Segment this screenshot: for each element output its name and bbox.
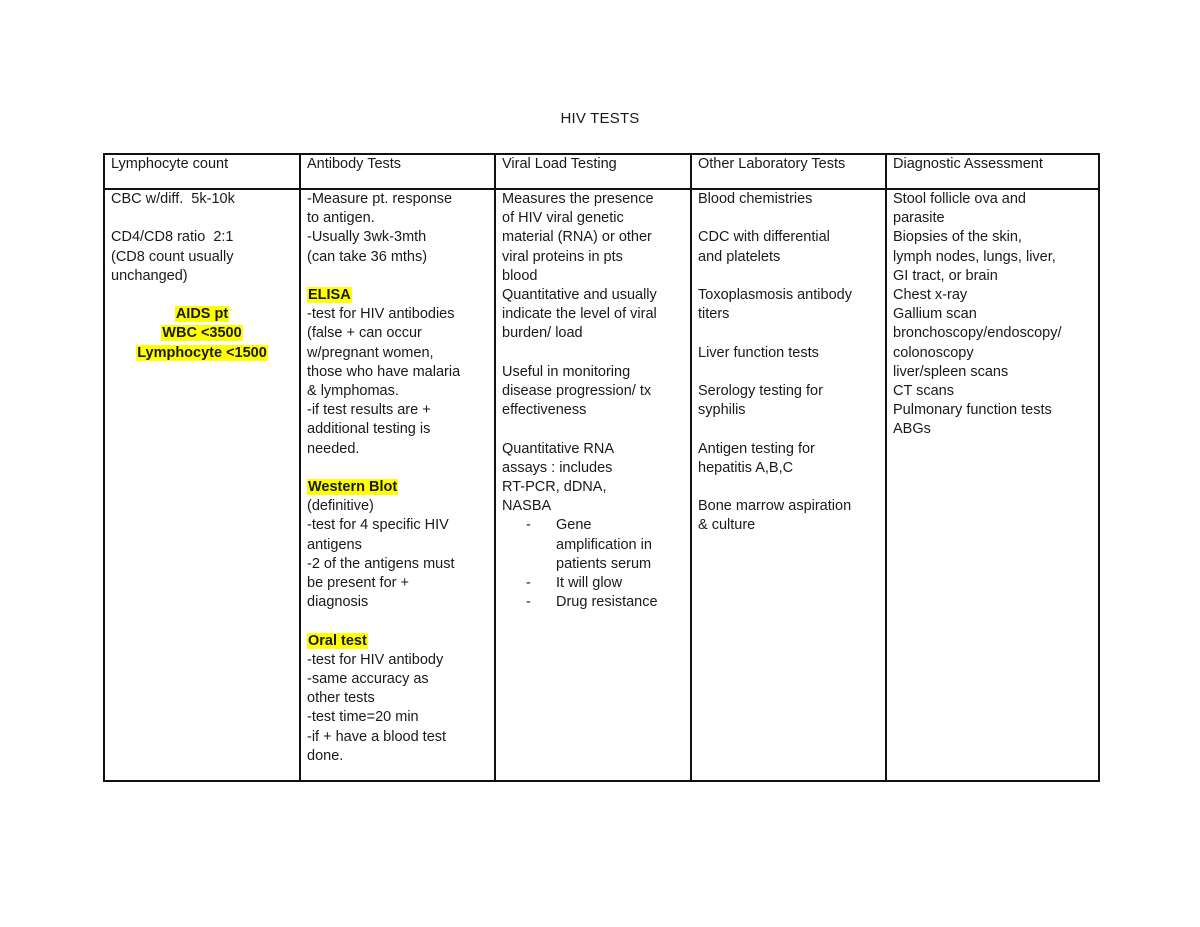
cell-lymphocyte-count bbox=[104, 189, 300, 781]
viral-bullet-item bbox=[526, 516, 684, 574]
viral-bullet-item bbox=[526, 593, 684, 612]
header-diagnostic-assessment: Diagnostic Assessment bbox=[886, 154, 1099, 189]
oral-test-text-line: other tests bbox=[307, 690, 375, 707]
lymphocyte-text-line: CBC w/diff. 5k-10k bbox=[111, 191, 235, 207]
aids-criteria-line bbox=[111, 324, 293, 343]
cell-viral-load-testing bbox=[495, 189, 691, 781]
diagnostic-text-line: Stool follicle ova and bbox=[893, 191, 1026, 207]
elisa-text-line: needed. bbox=[307, 440, 360, 457]
elisa-text-line: those who have malaria bbox=[307, 363, 461, 380]
elisa-text-line: -if test results are + bbox=[307, 402, 431, 419]
lymphocyte-text-line: CD4/CD8 ratio 2:1 bbox=[111, 229, 234, 246]
diagnostic-text-line: Biopsies of the skin, bbox=[893, 229, 1022, 246]
other-lab-test-line: & culture bbox=[698, 517, 756, 534]
viral-bullet-line: patients serum bbox=[556, 555, 652, 572]
other-lab-test-line: syphilis bbox=[698, 402, 746, 419]
diagnostic-text-line: GI tract, or brain bbox=[893, 267, 998, 284]
viral-load-text-line: indicate the level of viral bbox=[502, 306, 657, 323]
elisa-text-line: additional testing is bbox=[307, 421, 431, 438]
viral-load-text-line: burden/ load bbox=[502, 325, 583, 342]
other-lab-test-line bbox=[698, 420, 879, 439]
header-other-laboratory-tests: Other Laboratory Tests bbox=[691, 154, 886, 189]
viral-bullet-item bbox=[526, 574, 684, 593]
viral-load-text-line: Useful in monitoring bbox=[502, 363, 631, 380]
other-lab-test-line: Toxoplasmosis antibody bbox=[698, 286, 852, 303]
oral-test-text-line: -test time=20 min bbox=[307, 709, 419, 726]
diagnostic-text-line: Pulmonary function tests bbox=[893, 402, 1052, 419]
aids-criteria-line bbox=[111, 344, 293, 363]
viral-bullet-line: - It will glow bbox=[556, 575, 623, 592]
elisa-text-line: & lymphomas. bbox=[307, 383, 399, 400]
lymphocyte-text-line: (CD8 count usually bbox=[111, 248, 234, 265]
western-blot-heading: Western Blot bbox=[308, 479, 398, 496]
western-blot-text-line: -2 of the antigens must bbox=[307, 555, 455, 572]
lymphocyte-text-line bbox=[111, 209, 293, 228]
other-lab-test-line bbox=[698, 478, 879, 497]
other-lab-test-line bbox=[698, 209, 879, 228]
antibody-intro-line: -Usually 3wk-3mth bbox=[307, 229, 427, 246]
western-blot-text-line: (definitive) bbox=[307, 498, 374, 515]
antibody-intro-line: to antigen. bbox=[307, 210, 375, 227]
oral-test-text-line: -if + have a blood test bbox=[307, 728, 447, 745]
diagnostic-text-line: liver/spleen scans bbox=[893, 363, 1009, 380]
viral-load-text-line: RT-PCR, dDNA, bbox=[502, 479, 607, 496]
elisa-text-line: -test for HIV antibodies bbox=[307, 306, 455, 323]
viral-load-text-line bbox=[502, 420, 684, 439]
oral-test-text-line: -same accuracy as bbox=[307, 671, 429, 688]
viral-load-text-line: viral proteins in pts bbox=[502, 248, 623, 265]
elisa-text-line: (false + can occur bbox=[307, 325, 422, 342]
western-blot-text-line: antigens bbox=[307, 536, 362, 553]
other-lab-test-line bbox=[698, 267, 879, 286]
other-lab-test-line: and platelets bbox=[698, 248, 781, 265]
viral-bullet-list bbox=[502, 516, 684, 612]
lymphocyte-text-line: unchanged) bbox=[111, 267, 188, 284]
western-blot-text-line: be present for + bbox=[307, 575, 409, 592]
diagnostic-text-line: lymph nodes, lungs, liver, bbox=[893, 248, 1056, 265]
other-lab-test-line: Blood chemistries bbox=[698, 191, 813, 207]
elisa-text-line: w/pregnant women, bbox=[307, 344, 434, 361]
diagnostic-text-line: bronchoscopy/endoscopy/ bbox=[893, 325, 1062, 342]
viral-load-text-line: effectiveness bbox=[502, 402, 587, 419]
western-blot-text-line: diagnosis bbox=[307, 594, 369, 611]
other-lab-test-line: Serology testing for bbox=[698, 382, 823, 399]
diagnostic-text-line: ABGs bbox=[893, 421, 931, 438]
content-row bbox=[104, 189, 1099, 781]
cell-diagnostic-assessment bbox=[886, 189, 1099, 781]
diagnostic-text-line: CT scans bbox=[893, 383, 954, 400]
oral-test-text-line: -test for HIV antibody bbox=[307, 651, 444, 668]
viral-load-text-line: blood bbox=[502, 267, 538, 284]
diagnostic-text-line: colonoscopy bbox=[893, 344, 974, 361]
header-row bbox=[104, 154, 1099, 189]
viral-load-text-line: of HIV viral genetic bbox=[502, 210, 624, 227]
hiv-tests-table bbox=[103, 153, 1100, 782]
cell-antibody-tests bbox=[300, 189, 495, 781]
viral-load-text-line: Quantitative and usually bbox=[502, 287, 657, 304]
viral-load-text-line: material (RNA) or other bbox=[502, 229, 652, 246]
aids-criteria-line-highlight: AIDS pt bbox=[175, 306, 229, 323]
viral-load-text-line: NASBA bbox=[502, 498, 552, 515]
aids-criteria-line-highlight: WBC <3500 bbox=[162, 325, 242, 342]
oral-test-heading: Oral test bbox=[308, 632, 367, 649]
other-lab-test-line bbox=[698, 363, 879, 382]
antibody-intro-line: (can take 36 mths) bbox=[307, 248, 428, 265]
western-blot-text-line: -test for 4 specific HIV bbox=[307, 517, 449, 534]
viral-bullet-line: - Gene bbox=[556, 517, 592, 534]
other-lab-test-line bbox=[698, 324, 879, 343]
lymphocyte-text-line bbox=[111, 286, 293, 305]
other-lab-test-line: hepatitis A,B,C bbox=[698, 459, 794, 476]
viral-bullet-line: - Drug resistance bbox=[556, 594, 658, 611]
viral-load-text-line: assays : includes bbox=[502, 459, 613, 476]
diagnostic-text-line: Gallium scan bbox=[893, 306, 977, 323]
viral-bullet-line: amplification in bbox=[556, 536, 652, 553]
diagnostic-text-line: parasite bbox=[893, 210, 945, 227]
antibody-intro-line: -Measure pt. response bbox=[307, 191, 453, 207]
viral-load-text-line: disease progression/ tx bbox=[502, 383, 652, 400]
other-lab-test-line: CDC with differential bbox=[698, 229, 830, 246]
other-lab-test-line: Antigen testing for bbox=[698, 440, 815, 457]
header-antibody-tests: Antibody Tests bbox=[300, 154, 495, 189]
header-lymphocyte-count: Lymphocyte count bbox=[104, 154, 300, 189]
cell-other-laboratory-tests bbox=[691, 189, 886, 781]
other-lab-test-line: titers bbox=[698, 306, 730, 323]
viral-load-text-line bbox=[502, 344, 684, 363]
other-lab-test-line: Bone marrow aspiration bbox=[698, 498, 852, 515]
oral-test-text-line: done. bbox=[307, 747, 344, 764]
document-title: HIV TESTS bbox=[560, 110, 640, 127]
aids-criteria-line bbox=[111, 305, 293, 324]
elisa-heading: ELISA bbox=[308, 287, 351, 303]
header-viral-load-testing: Viral Load Testing bbox=[495, 154, 691, 189]
other-lab-test-line: Liver function tests bbox=[698, 344, 819, 361]
aids-criteria-line-highlight: Lymphocyte <1500 bbox=[137, 344, 267, 361]
viral-load-text-line: Quantitative RNA bbox=[502, 440, 615, 457]
viral-load-text-line: Measures the presence bbox=[502, 191, 654, 207]
diagnostic-text-line: Chest x-ray bbox=[893, 287, 968, 304]
